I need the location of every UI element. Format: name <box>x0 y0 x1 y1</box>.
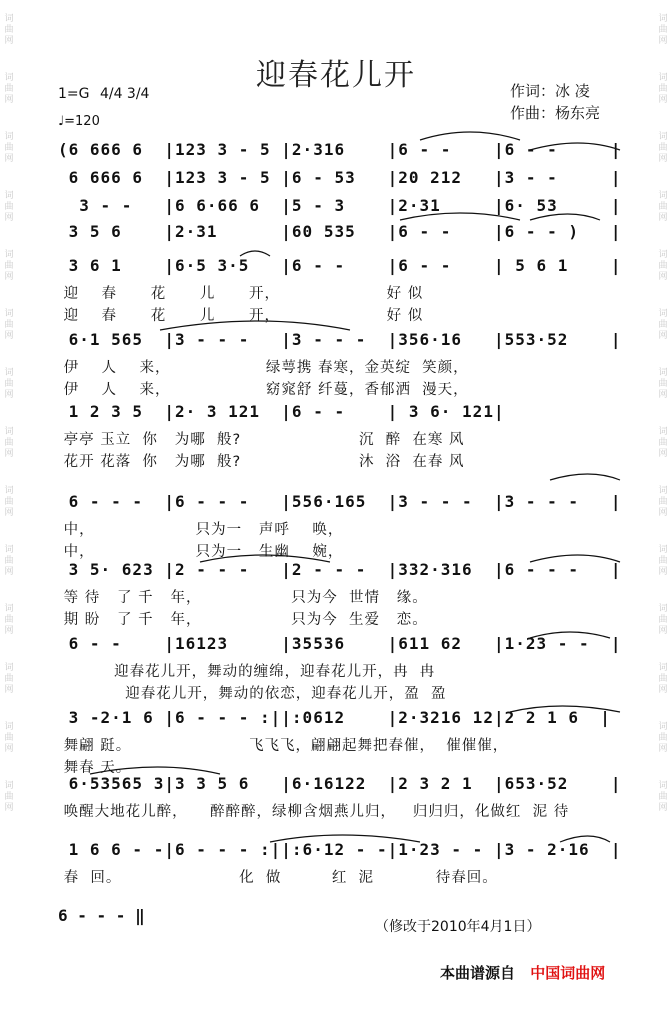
lyric-line-1: 等 待 了 千 年， 只为今 世情 缘。 <box>58 590 428 606</box>
lyric-line-1: 唤醒大地花儿醉， 醉醉醉，绿柳含烟燕儿归， 归归归，化做红 泥 待 <box>58 804 570 820</box>
lyric-line-1: 春 回。 化 做 红 泥 待春回。 <box>58 870 498 886</box>
tempo-marking: ♩=120 <box>58 114 100 129</box>
key: 1=G <box>58 86 90 102</box>
lyric-line-2: 舞春 天。 <box>58 760 132 776</box>
notation-row: 3 5 6 |2·31 |60 535 |6 - - |6 - - ) | <box>58 222 622 241</box>
song-title: 迎春花儿开 <box>256 58 416 93</box>
lyric-line-1: 伊 人 来， 绿萼携 春寒，金英绽 笑颜， <box>58 360 469 376</box>
notation-row: 3 -2·1 6 |6 - - - :||:0612 |2·3216 12|2 2 1 6 | <box>58 708 611 727</box>
notation-row: 6 - - - |6 - - - |556·165 |3 - - - |3 - - - | <box>58 492 622 511</box>
lyric-line-2: 花开 花落 你 为哪 般? 沐 浴 在春 风 <box>58 454 465 470</box>
source-credit <box>440 962 605 983</box>
source-brand-link[interactable]: 中国词曲网 <box>530 964 606 982</box>
notation-row: 3 6 1 |6·5 3·5 |6 - - |6 - - | 5 6 1 | <box>58 256 622 275</box>
watermark-right: 词曲网 词曲网 词曲网 词曲网 词曲网 词曲网 词曲网 词曲网 词曲网 词曲网 词曲网 词曲网 词曲网 词曲网 <box>658 14 668 813</box>
lyric-line-2: 伊 人 来， 窈窕舒 纤蔓，香郁洒 漫天， <box>58 382 469 398</box>
notation-row: 1 2 3 5 |2· 3 121 |6 - - | 3 6· 121| <box>58 402 505 421</box>
lyric-line-1: 舞翩 跹。 飞飞飞，翩翩起舞把春催， 催催催， <box>58 738 509 754</box>
lyricist-credit: 作词：冰 凌 <box>510 82 590 100</box>
lyric-line-2: 期 盼 了 千 年， 只为今 生爱 恋。 <box>58 612 428 628</box>
lyric-line-2: 中， 只为一 生幽 婉， <box>58 544 344 560</box>
source-label: 本曲谱源自 <box>440 964 516 982</box>
lyric-line-1: 迎春花儿开，舞动的缠绵，迎春花儿开，冉 冉 <box>58 664 436 680</box>
notation-row: 6 - - |16123 |35536 |611 62 |1·23 - - | <box>58 634 622 653</box>
notation-row: 3 5· 623 |2 - - - |2 - - - |332·316 |6 - - - | <box>58 560 622 579</box>
lyric-line-2: 迎春花儿开，舞动的依恋，迎春花儿开，盈 盈 <box>58 686 447 702</box>
lyric-line-1: 迎 春 花 儿 开， 好 似 <box>58 286 424 302</box>
notation-row: 6·53565 3|3 3 5 6 |6·16122 |2 3 2 1 |653·52 | <box>58 774 622 793</box>
lyric-line-1: 亭亭 玉立 你 为哪 般? 沉 醉 在寒 风 <box>58 432 465 448</box>
revision-note: （修改于2010年4月1日） <box>375 919 541 935</box>
notation-row: 6·1 565 |3 - - - |3 - - - |356·16 |553·52 | <box>58 330 622 349</box>
notation-row: (6 666 6 |123 3 - 5 |2·316 |6 - - |6 - - | <box>58 140 622 159</box>
notation-row: 1 6 6 - -|6 - - - :||:6·12 - -|1·23 - - |3 - 2·16 | <box>58 840 622 859</box>
composer-credit: 作曲：杨东亮 <box>510 104 601 122</box>
lyric-line-2: 迎 春 花 儿 开， 好 似 <box>58 308 424 324</box>
watermark-left: 词曲网 词曲网 词曲网 词曲网 词曲网 词曲网 词曲网 词曲网 词曲网 词曲网 词曲网 词曲网 词曲网 词曲网 <box>4 14 14 813</box>
notation-row: 3 - - |6 6·66 6 |5 - 3 |2·31 |6· 53 | <box>58 196 622 215</box>
lyric-line-1: 中， 只为一 声呼 唤， <box>58 522 344 538</box>
notation-row: 6 666 6 |123 3 - 5 |6 - 53 |20 212 |3 - - | <box>58 168 622 187</box>
final-measure: 6 - - - ‖ <box>58 906 145 925</box>
time-signature: 4/4 3/4 <box>99 86 150 102</box>
